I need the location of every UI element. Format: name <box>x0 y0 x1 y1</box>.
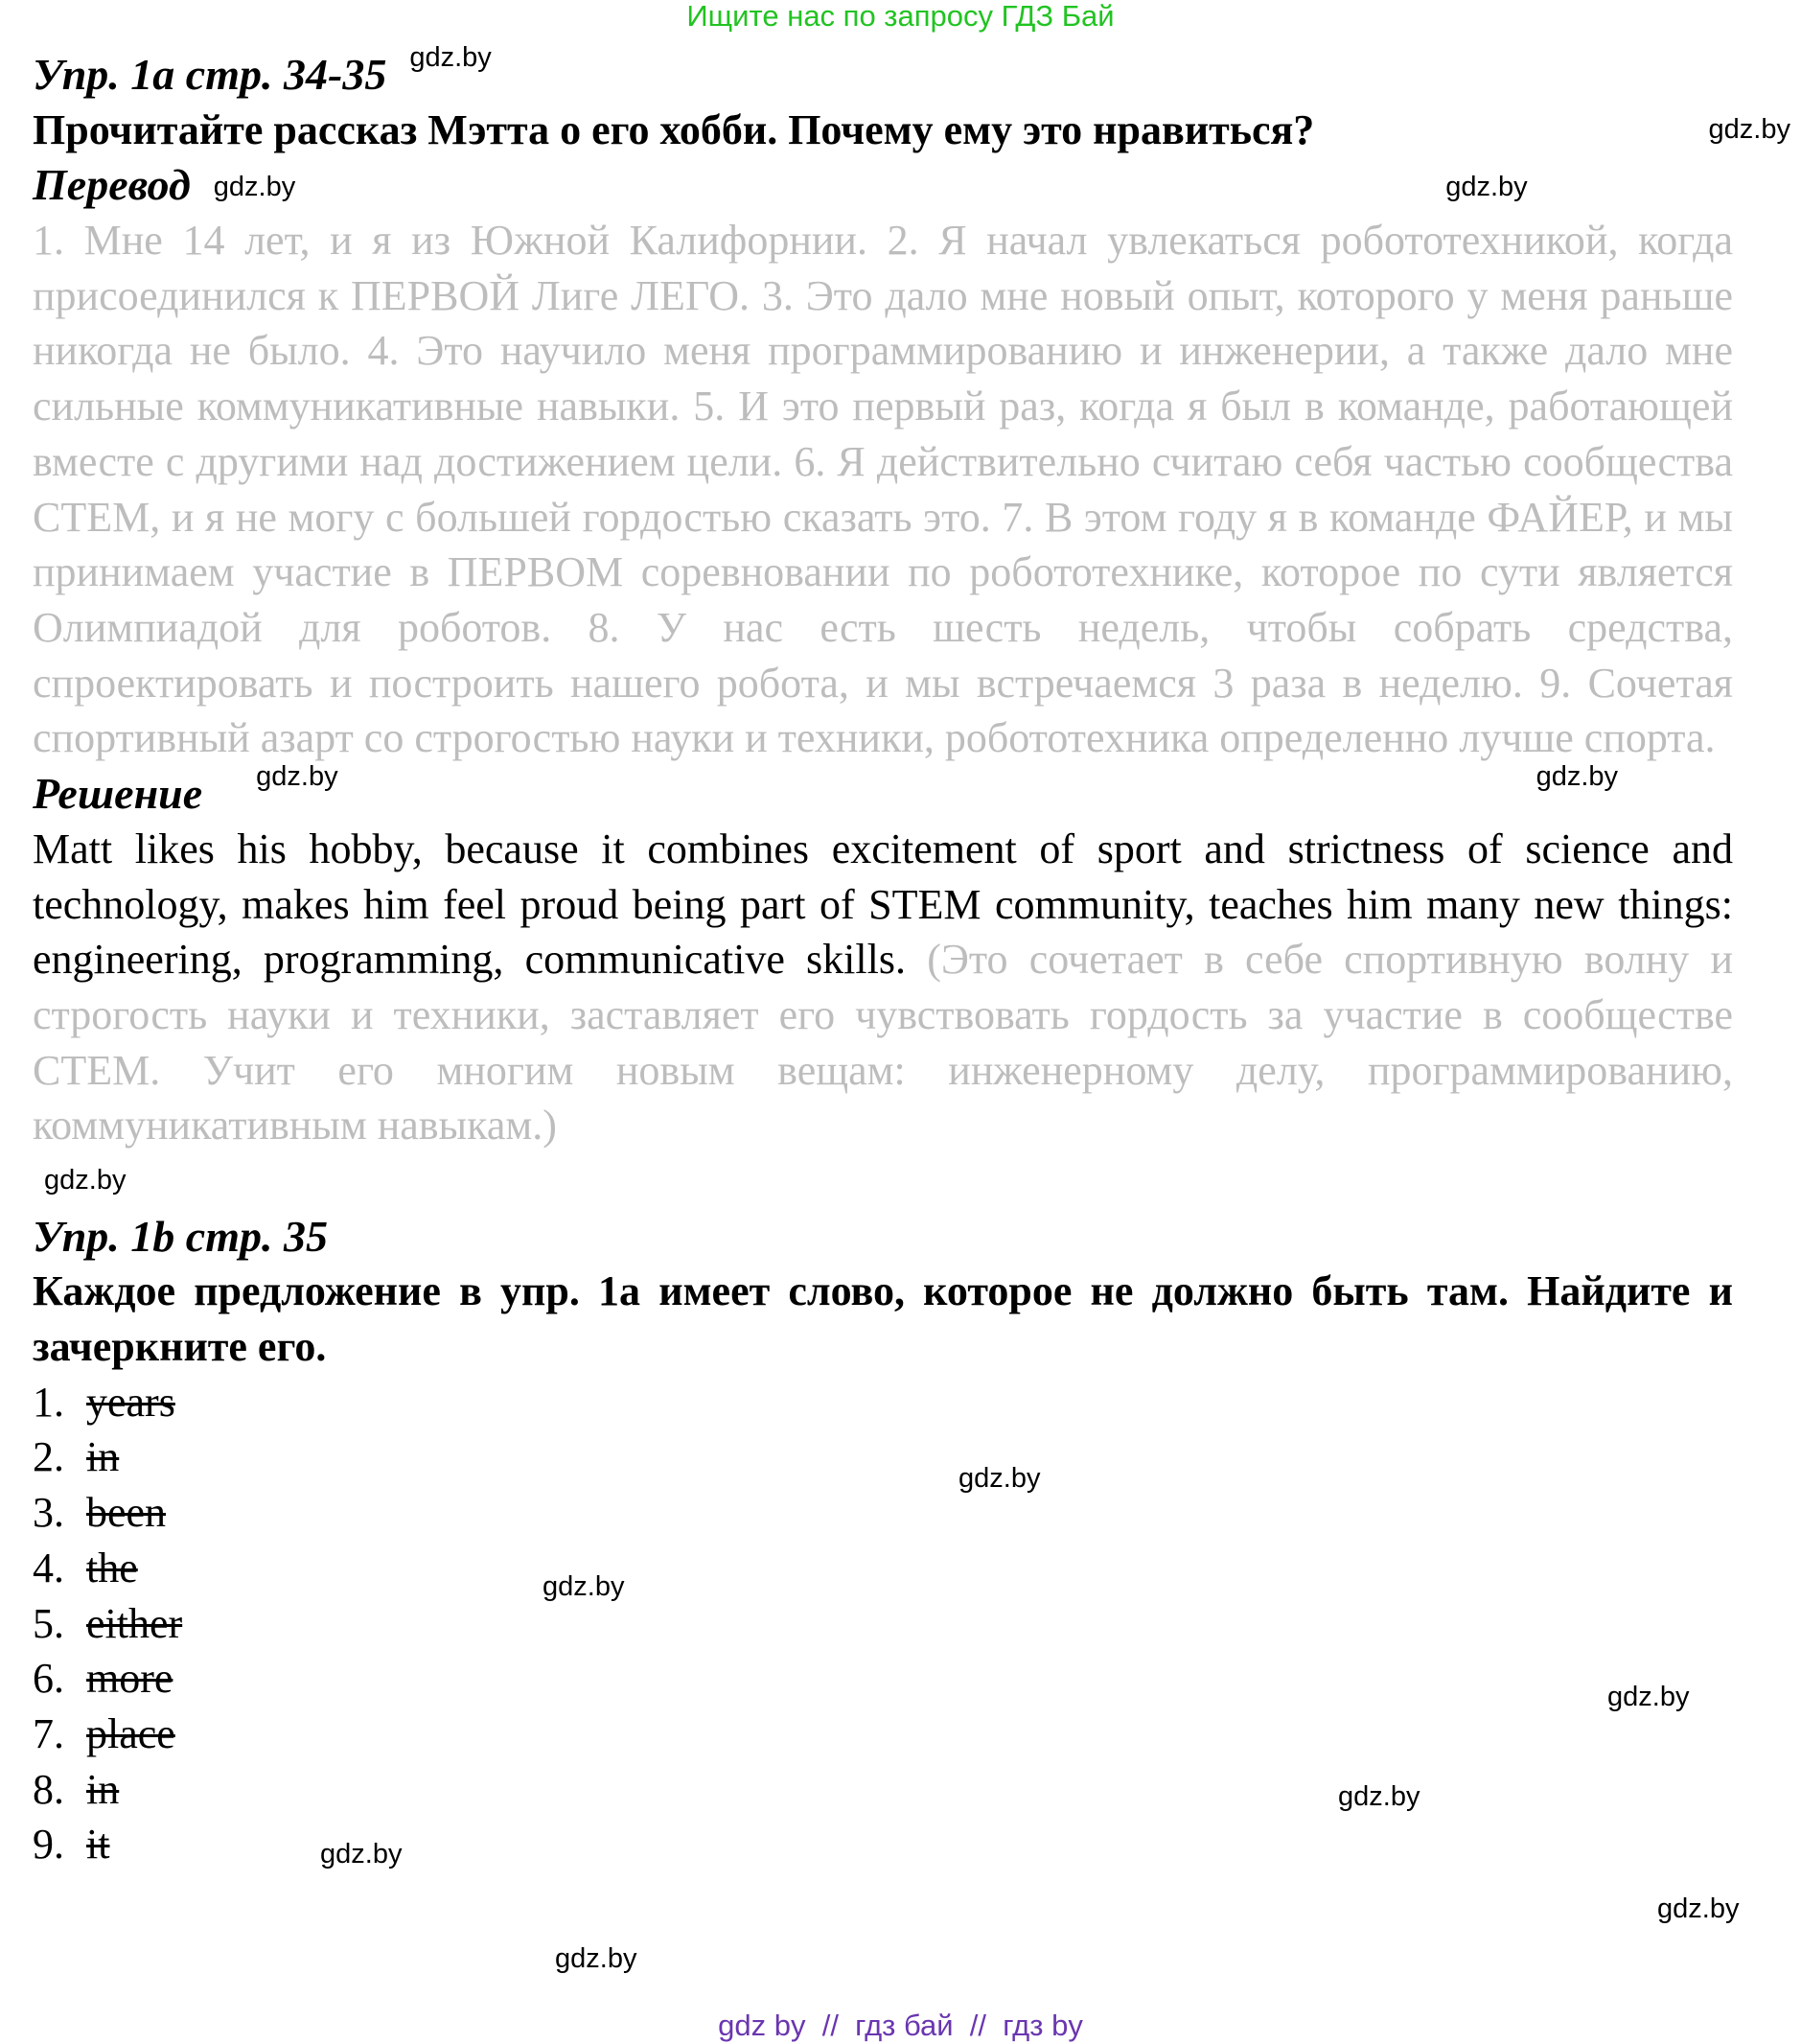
answer-number: 4. <box>33 1544 64 1591</box>
struck-word: years <box>86 1378 175 1426</box>
solution-english: Matt likes his hobby, because it combines excitement of sport and strictness of science and technology, makes him feel proud being part of STEM community, teaches him many new things: engineering, programming, communicative skills. <box>33 825 1733 984</box>
exercise-1a-task: Прочитайте рассказ Мэтта о его хобби. Почему ему это нравиться? <box>33 105 1315 153</box>
watermark: gdz.by <box>1535 761 1619 793</box>
watermark: gdz.by <box>1338 1781 1420 1812</box>
answer-number: 2. <box>33 1433 64 1481</box>
watermark: gdz.by <box>543 1571 625 1602</box>
watermark: gdz.by <box>1445 172 1528 203</box>
document-content <box>33 42 1790 1872</box>
footer-watermark: gdz by // гдз бай // гдз by <box>718 2009 1083 2042</box>
struck-word: either <box>86 1599 183 1647</box>
solution-text <box>33 822 1733 1153</box>
watermark: gdz.by <box>213 172 296 203</box>
translation-label: Перевод <box>33 160 191 210</box>
exercise-1a-heading: Упр. 1a стр. 34-35 <box>33 50 387 99</box>
exercise-1a-heading-line <box>33 42 1733 103</box>
watermark: gdz.by <box>409 42 492 73</box>
answer-number: 6. <box>33 1655 64 1703</box>
exercise-1b-heading: Упр. 1b стр. 35 <box>33 1211 329 1261</box>
list-item <box>33 1485 1733 1541</box>
list-item <box>33 1429 1733 1485</box>
exercise-1a-task-line <box>33 103 1790 158</box>
watermark: gdz.by <box>1657 1893 1740 1924</box>
watermark: gdz.by <box>958 1463 1041 1494</box>
solution-label: Решение <box>33 769 203 819</box>
watermark: gdz.by <box>1607 1682 1690 1712</box>
struck-word: in <box>86 1765 120 1813</box>
watermark: gdz.by <box>555 1943 637 1974</box>
struck-word: the <box>86 1544 138 1591</box>
answer-number: 3. <box>33 1489 64 1537</box>
struck-word: more <box>86 1655 173 1703</box>
list-item <box>33 1541 1733 1596</box>
struck-word: it <box>86 1821 110 1869</box>
translation-text: 1. Мне 14 лет, и я из Южной Калифорнии. 2. Я начал увлекаться робототехникой, когда присоединился к ПЕРВОЙ Лиге ЛЕГО. 3. Это дало мне новый опыт, которого у меня раньше никогда не было. 4. Это научило меня программированию и инженерии, а также дало мне сильные коммуникативные навыки. 5. И это первый раз, когда я был в команде, работающей вместе с другими над достижением цели. 6. Я действительно считаю себя частью сообщества СТЕМ, и я не могу с большей гордостью сказать это. 7. В этом году я в команде ФАЙЕР, и мы принимаем участие в ПЕРВОМ соревновании по робототехнике, которое по сути является Олимпиадой для роботов. 8. У нас есть шесть недель, чтобы собрать средства, спроектировать и построить нашего робота, и мы встречаемся 3 раза в неделю. 9. Сочетая спортивный азарт со строгостью науки и техники, робототехника определенно лучше спорта. <box>33 217 1733 762</box>
answer-number: 7. <box>33 1709 64 1757</box>
translation-label-line <box>33 157 1733 213</box>
list-item <box>33 1596 1733 1652</box>
answer-number: 5. <box>33 1599 64 1647</box>
watermark: gdz.by <box>256 761 338 793</box>
watermark: gdz.by <box>320 1839 403 1870</box>
search-banner: Ищите нас по запросу ГДЗ Бай <box>686 0 1115 33</box>
solution-russian: (Это сочетает в себе спортивную волну и строгость науки и техники, заставляет его чувствовать гордость за участие в сообществе СТЕМ. Учит его многим новым вещам: инженерному делу, программированию, коммуникативным навыкам.) <box>33 936 1734 1150</box>
answer-number: 8. <box>33 1765 64 1813</box>
list-item <box>33 1707 1733 1762</box>
watermark: gdz.by <box>1708 113 1790 145</box>
list-item <box>33 1762 1733 1818</box>
struck-word: been <box>86 1489 167 1537</box>
answer-list <box>33 1375 1733 1872</box>
list-item <box>33 1375 1733 1430</box>
answer-number: 1. <box>33 1378 64 1426</box>
exercise-1b-task: Каждое предложение в упр. 1a имеет слово, которое не должно быть там. Найдите и зачеркните его. <box>33 1267 1733 1371</box>
watermark: gdz.by <box>44 1165 127 1196</box>
solution-label-line <box>33 761 1733 822</box>
list-item <box>33 1651 1733 1707</box>
struck-word: in <box>86 1433 120 1481</box>
list-item <box>33 1817 1733 1872</box>
answer-number: 9. <box>33 1821 64 1869</box>
struck-word: place <box>86 1709 175 1757</box>
